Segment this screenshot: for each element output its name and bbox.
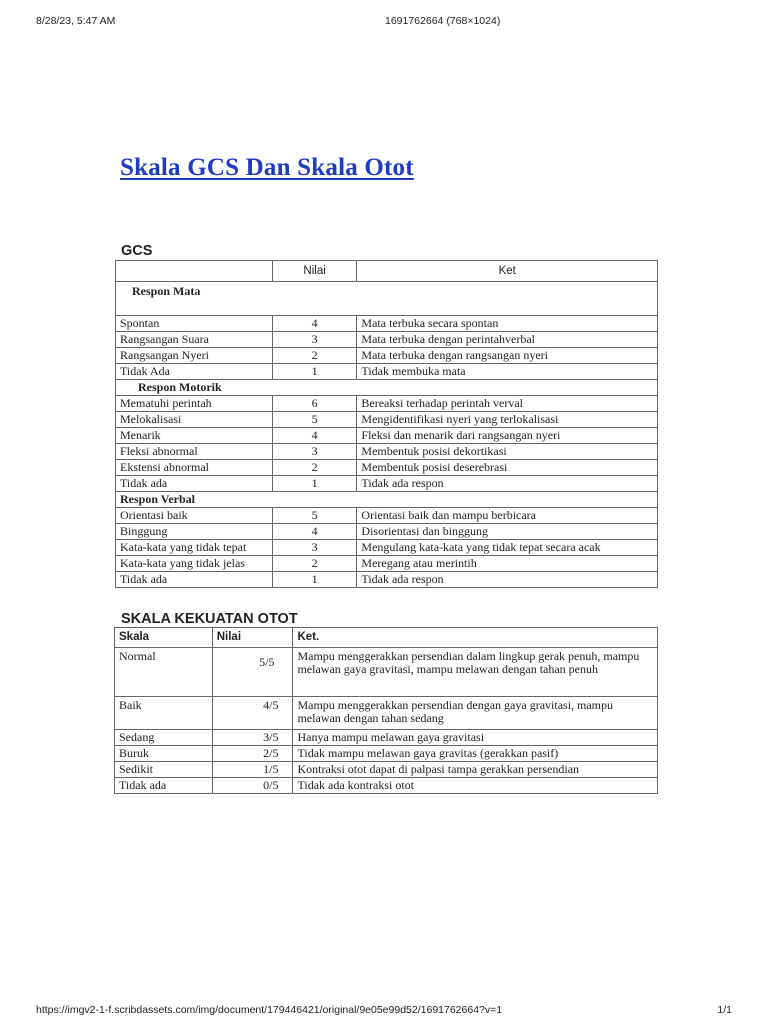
table-row: [116, 556, 658, 572]
otot-header-nilai: Nilai: [212, 628, 293, 648]
gcs-cell-name: Ekstensi abnormal: [116, 460, 273, 476]
table-row: [116, 316, 658, 332]
gcs-cell-nilai: 4: [272, 428, 357, 444]
otot-cell-ket: Tidak mampu melawan gaya gravitas (gerakkan pasif): [293, 746, 658, 762]
table-row: [116, 396, 658, 412]
gcs-header-ket: Ket: [357, 261, 658, 282]
otot-header-row: [115, 628, 658, 648]
page-title: Skala GCS Dan Skala Otot: [120, 154, 414, 181]
gcs-cell-nilai: 4: [272, 524, 357, 540]
table-row: [115, 648, 658, 697]
gcs-cell-ket: Mengulang kata-kata yang tidak tepat secara acak: [357, 540, 658, 556]
gcs-cell-nilai: 3: [272, 332, 357, 348]
print-page-number: 1/1: [717, 1004, 732, 1016]
gcs-cell-ket: Membentuk posisi dekortikasi: [357, 444, 658, 460]
table-row: [116, 476, 658, 492]
table-row: [116, 524, 658, 540]
table-row: [115, 746, 658, 762]
gcs-group-label: Respon Motorik: [116, 380, 658, 396]
print-datetime: 8/28/23, 5:47 AM: [36, 15, 116, 27]
gcs-cell-nilai: 1: [272, 364, 357, 380]
table-row: [116, 572, 658, 588]
gcs-cell-nilai: 2: [272, 460, 357, 476]
otot-cell-skala: Sedang: [115, 730, 213, 746]
gcs-cell-name: Rangsangan Suara: [116, 332, 273, 348]
gcs-header-blank: [116, 261, 273, 282]
table-row: [115, 730, 658, 746]
table-row: [115, 697, 658, 730]
gcs-cell-name: Melokalisasi: [116, 412, 273, 428]
gcs-cell-nilai: 3: [272, 540, 357, 556]
otot-cell-skala: Normal: [115, 648, 213, 697]
gcs-group-label: Respon Verbal: [116, 492, 658, 508]
gcs-cell-ket: Membentuk posisi deserebrasi: [357, 460, 658, 476]
gcs-cell-nilai: 3: [272, 444, 357, 460]
gcs-table: [115, 260, 658, 588]
gcs-cell-ket: Tidak ada respon: [357, 572, 658, 588]
gcs-cell-nilai: 1: [272, 572, 357, 588]
otot-cell-ket: Mampu menggerakkan persendian dengan gaya gravitasi, mampu melawan dengan tahan sedang: [293, 697, 658, 730]
otot-table: [114, 627, 658, 794]
gcs-header-row: [116, 261, 658, 282]
gcs-cell-ket: Bereaksi terhadap perintah verval: [357, 396, 658, 412]
gcs-cell-nilai: 1: [272, 476, 357, 492]
otot-cell-nilai: 1/5: [212, 762, 293, 778]
table-row: [116, 540, 658, 556]
gcs-cell-ket: Mengidentifikasi nyeri yang terlokalisasi: [357, 412, 658, 428]
otot-cell-skala: Baik: [115, 697, 213, 730]
otot-cell-nilai: 3/5: [212, 730, 293, 746]
gcs-cell-nilai: 6: [272, 396, 357, 412]
print-doc-title: 1691762664 (768×1024): [385, 15, 501, 27]
gcs-cell-ket: Meregang atau merintih: [357, 556, 658, 572]
gcs-cell-name: Rangsangan Nyeri: [116, 348, 273, 364]
table-row: [116, 412, 658, 428]
table-row: [116, 348, 658, 364]
gcs-section-title: GCS: [121, 243, 153, 259]
gcs-cell-ket: Mata terbuka dengan perintahverbal: [357, 332, 658, 348]
table-row: [116, 508, 658, 524]
otot-cell-skala: Buruk: [115, 746, 213, 762]
otot-cell-ket: Tidak ada kontraksi otot: [293, 778, 658, 794]
print-url: https://imgv2-1-f.scribdassets.com/img/document/179446421/original/9e05e99d52/1691762664?v=1: [36, 1004, 503, 1016]
otot-header-skala: Skala: [115, 628, 213, 648]
otot-cell-nilai: 4/5: [212, 697, 293, 730]
gcs-cell-name: Mematuhi perintah: [116, 396, 273, 412]
otot-cell-skala: Sedikit: [115, 762, 213, 778]
gcs-cell-ket: Fleksi dan menarik dari rangsangan nyeri: [357, 428, 658, 444]
gcs-cell-nilai: 5: [272, 412, 357, 428]
gcs-cell-name: Orientasi baik: [116, 508, 273, 524]
table-row: [116, 364, 658, 380]
gcs-cell-name: Tidak Ada: [116, 364, 273, 380]
gcs-cell-nilai: 2: [272, 556, 357, 572]
otot-cell-ket: Hanya mampu melawan gaya gravitasi: [293, 730, 658, 746]
table-row: [115, 778, 658, 794]
gcs-cell-name: Kata-kata yang tidak jelas: [116, 556, 273, 572]
gcs-cell-ket: Mata terbuka dengan rangsangan nyeri: [357, 348, 658, 364]
gcs-cell-nilai: 4: [272, 316, 357, 332]
otot-cell-nilai: 5/5: [259, 655, 275, 669]
gcs-cell-name: Binggung: [116, 524, 273, 540]
table-row: [116, 332, 658, 348]
table-row: [116, 428, 658, 444]
gcs-cell-name: Kata-kata yang tidak tepat: [116, 540, 273, 556]
gcs-cell-name: Menarik: [116, 428, 273, 444]
otot-cell-ket: Mampu menggerakkan persendian dalam lingkup gerak penuh, mampu melawan gaya gravitasi, mampu melawan dengan tahan penuh: [293, 648, 658, 697]
otot-cell-nilai: 0/5: [212, 778, 293, 794]
gcs-cell-name: Spontan: [116, 316, 273, 332]
otot-header-ket: Ket.: [293, 628, 658, 648]
gcs-cell-ket: Mata terbuka secara spontan: [357, 316, 658, 332]
gcs-cell-ket: Tidak membuka mata: [357, 364, 658, 380]
gcs-cell-name: Fleksi abnormal: [116, 444, 273, 460]
otot-cell-ket: Kontraksi otot dapat di palpasi tampa gerakkan persendian: [293, 762, 658, 778]
otot-cell-nilai-wrap: [212, 648, 293, 697]
gcs-header-nilai: Nilai: [272, 261, 357, 282]
gcs-cell-name: Tidak ada: [116, 572, 273, 588]
gcs-cell-nilai: 2: [272, 348, 357, 364]
otot-section-title: SKALA KEKUATAN OTOT: [121, 611, 298, 627]
gcs-group-label: Respon Mata: [116, 282, 658, 316]
gcs-group-row-verbal: [116, 492, 658, 508]
gcs-cell-ket: Orientasi baik dan mampu berbicara: [357, 508, 658, 524]
otot-cell-skala: Tidak ada: [115, 778, 213, 794]
otot-cell-nilai: 2/5: [212, 746, 293, 762]
gcs-cell-ket: Disorientasi dan binggung: [357, 524, 658, 540]
gcs-group-row-mata: [116, 282, 658, 316]
gcs-cell-name: Tidak ada: [116, 476, 273, 492]
gcs-group-row-motorik: [116, 380, 658, 396]
gcs-cell-nilai: 5: [272, 508, 357, 524]
table-row: [116, 444, 658, 460]
table-row: [115, 762, 658, 778]
gcs-cell-ket: Tidak ada respon: [357, 476, 658, 492]
table-row: [116, 460, 658, 476]
